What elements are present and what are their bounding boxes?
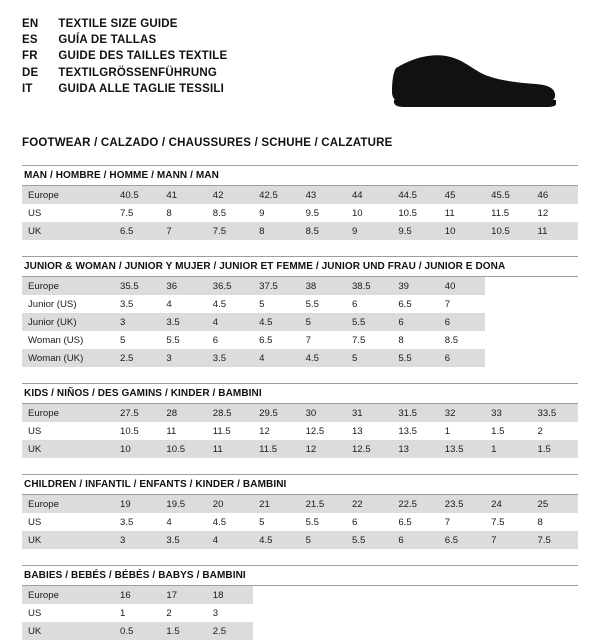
table-row [22, 422, 578, 440]
language-title: GUÍA DE TALLAS [58, 34, 157, 47]
size-cell: 7.5 [207, 222, 253, 240]
size-cell: 23.5 [439, 495, 485, 513]
size-cell: 4 [166, 298, 172, 310]
empty-cell [485, 295, 578, 313]
row-label: UK [22, 531, 114, 549]
size-cell: 11 [207, 440, 253, 458]
table-row [22, 186, 578, 204]
size-cell: 5.5 [166, 334, 180, 346]
size-cell: 44.5 [392, 186, 438, 204]
size-cell: 30 [300, 404, 346, 422]
table-row [22, 513, 578, 531]
size-cell: 8 [166, 207, 172, 219]
size-cell: 10 [351, 207, 363, 219]
row-label: Europe [22, 586, 114, 604]
size-cell: 9.5 [305, 207, 319, 219]
size-cell: 4.5 [300, 349, 346, 367]
table-row [22, 331, 578, 349]
size-cell: 6.5 [398, 516, 412, 528]
size-cell: 11 [532, 222, 578, 240]
size-cell: 31.5 [392, 404, 438, 422]
size-cell: 45.5 [485, 186, 531, 204]
row-label: UK [22, 222, 114, 240]
table-row [22, 586, 578, 604]
size-group [22, 383, 578, 458]
size-cell: 4.5 [253, 531, 299, 549]
size-cell: 5 [259, 298, 265, 310]
size-cell: 3.5 [160, 531, 206, 549]
size-cell: 7 [305, 334, 311, 346]
size-cell: 4.5 [212, 298, 227, 310]
row-label: Junior (UK) [22, 313, 114, 331]
size-cell: 1.5 [532, 440, 578, 458]
size-cell: 19.5 [160, 495, 206, 513]
size-cell: 33 [485, 404, 531, 422]
page-header [22, 16, 578, 123]
size-cell: 11.5 [212, 425, 231, 437]
language-title: GUIDA ALLE TAGLIE TESSILI [58, 82, 224, 95]
size-group [22, 474, 578, 549]
size-cell: 43 [300, 186, 346, 204]
size-cell: 3.5 [160, 313, 206, 331]
table-row [22, 531, 578, 549]
size-cell: 6 [351, 298, 358, 310]
row-label: Europe [22, 186, 114, 204]
size-group-heading: BABIES / BEBÉS / BÉBÉS / BABYS / BAMBINI [22, 565, 578, 586]
row-label: Woman (UK) [22, 349, 114, 367]
size-cell: 45 [439, 186, 485, 204]
size-cell: 17 [160, 586, 206, 604]
row-label: US [28, 207, 42, 219]
size-cell: 3.5 [120, 516, 134, 528]
size-cell: 4 [166, 516, 172, 528]
size-cell: 11.5 [253, 440, 299, 458]
size-cell: 46 [532, 186, 578, 204]
size-cell: 3 [114, 531, 160, 549]
size-table [22, 404, 578, 458]
size-group-heading: JUNIOR & WOMAN / JUNIOR Y MUJER / JUNIOR ET FEMME / JUNIOR UND FRAU / JUNIOR E DONA [22, 256, 578, 277]
size-cell: 6.5 [439, 531, 485, 549]
size-cell: 10.5 [398, 207, 418, 219]
empty-cell [253, 586, 578, 604]
row-label: Europe [22, 277, 114, 295]
size-cell: 5 [300, 313, 346, 331]
size-cell: 1.5 [160, 622, 206, 640]
section-title: FOOTWEAR / CALZADO / CHAUSSURES / SCHUHE / CALZATURE [22, 137, 393, 149]
size-cell: 2.5 [114, 349, 160, 367]
size-cell: 16 [114, 586, 160, 604]
size-cell: 1.5 [491, 425, 505, 437]
size-cell: 10 [114, 440, 160, 458]
size-group [22, 256, 578, 367]
size-cell: 3.5 [207, 349, 253, 367]
size-cell: 7 [160, 222, 206, 240]
size-cell: 41 [160, 186, 206, 204]
size-cell: 12.5 [346, 440, 392, 458]
size-cell: 3 [212, 607, 219, 619]
size-cell: 12 [537, 207, 549, 219]
size-cell: 8.5 [300, 222, 346, 240]
language-code: DE [22, 66, 39, 79]
row-label: Woman (US) [28, 334, 84, 346]
size-cell: 3 [160, 349, 206, 367]
size-cell: 6.5 [398, 298, 412, 310]
empty-cell [485, 349, 578, 367]
size-cell: 22 [346, 495, 392, 513]
table-row [22, 622, 578, 640]
language-code: EN [22, 18, 39, 30]
row-label: Europe [22, 495, 114, 513]
table-row [22, 604, 578, 622]
size-cell: 7 [485, 531, 531, 549]
size-group-heading: MAN / HOMBRE / HOMME / MANN / MAN [22, 165, 578, 186]
size-cell: 1 [120, 607, 126, 619]
size-group-heading: KIDS / NIÑOS / DES GAMINS / KINDER / BAMBINI [22, 383, 578, 404]
table-row [22, 295, 578, 313]
language-row [22, 65, 227, 81]
size-cell: 33.5 [532, 404, 578, 422]
language-row [22, 16, 227, 32]
size-cell: 11.5 [491, 207, 510, 219]
size-cell: 6.5 [259, 334, 273, 346]
size-cell: 0.5 [114, 622, 160, 640]
size-cell: 6 [351, 516, 358, 528]
size-cell: 7.5 [491, 516, 505, 528]
size-cell: 6 [439, 349, 485, 367]
size-cell: 4.5 [253, 313, 299, 331]
size-cell: 24 [485, 495, 531, 513]
size-cell: 12.5 [305, 425, 325, 437]
size-tables [22, 165, 578, 640]
size-cell: 18 [207, 586, 253, 604]
size-cell: 5 [259, 516, 265, 528]
size-cell: 25 [532, 495, 578, 513]
row-label: Junior (US) [28, 298, 77, 310]
size-cell: 11 [444, 207, 455, 219]
size-cell: 6 [439, 313, 485, 331]
size-cell: 7.5 [120, 207, 134, 219]
size-cell: 11 [166, 425, 177, 437]
size-group [22, 165, 578, 240]
size-cell: 42 [207, 186, 253, 204]
size-cell: 4.5 [212, 516, 227, 528]
dress-shoe-icon [380, 38, 560, 123]
size-cell: 7.5 [532, 531, 578, 549]
size-cell: 28.5 [207, 404, 253, 422]
empty-cell [485, 331, 578, 349]
size-cell: 7 [444, 298, 451, 310]
size-cell: 6.5 [114, 222, 160, 240]
empty-cell [485, 277, 578, 295]
size-cell: 12 [300, 440, 346, 458]
size-cell: 13.5 [439, 440, 485, 458]
size-cell: 4 [207, 313, 253, 331]
size-cell: 13.5 [398, 425, 418, 437]
size-cell: 40.5 [114, 186, 160, 204]
size-cell: 9.5 [392, 222, 438, 240]
row-label: Europe [22, 404, 114, 422]
size-cell: 9 [346, 222, 392, 240]
size-table [22, 495, 578, 549]
size-cell: 5 [120, 334, 126, 346]
size-cell: 22.5 [392, 495, 438, 513]
size-table [22, 186, 578, 240]
size-cell: 6 [212, 334, 219, 346]
size-cell: 31 [346, 404, 392, 422]
size-cell: 5.5 [346, 531, 392, 549]
size-cell: 10.5 [485, 222, 531, 240]
size-group [22, 565, 578, 640]
table-row [22, 404, 578, 422]
language-title-list [22, 16, 227, 97]
language-code: ES [22, 34, 38, 47]
size-cell: 38 [300, 277, 346, 295]
table-row [22, 313, 578, 331]
size-cell: 1 [444, 425, 451, 437]
size-cell: 19 [114, 495, 160, 513]
size-cell: 35.5 [114, 277, 160, 295]
language-title: GUIDE DES TAILLES TEXTILE [58, 50, 228, 63]
row-label: UK [22, 622, 114, 640]
size-cell: 6 [392, 313, 438, 331]
size-table [22, 586, 578, 640]
size-cell: 13 [392, 440, 438, 458]
language-title: TEXTILGRÖSSENFÜHRUNG [58, 66, 218, 79]
table-row [22, 495, 578, 513]
size-cell: 5.5 [392, 349, 438, 367]
size-cell: 37.5 [253, 277, 299, 295]
size-cell: 8 [537, 516, 543, 528]
size-cell: 1 [485, 440, 531, 458]
size-cell: 28 [160, 404, 206, 422]
size-cell: 5.5 [305, 516, 319, 528]
size-cell: 32 [439, 404, 485, 422]
language-row [22, 48, 227, 64]
size-cell: 5 [346, 349, 392, 367]
table-row [22, 349, 578, 367]
row-label: UK [22, 440, 114, 458]
size-cell: 2 [166, 607, 172, 619]
size-cell: 39 [392, 277, 438, 295]
size-cell: 42.5 [253, 186, 299, 204]
empty-cell [253, 604, 578, 622]
size-cell: 7 [444, 516, 451, 528]
size-cell: 2.5 [207, 622, 253, 640]
language-title: TEXTILE SIZE GUIDE [58, 18, 178, 30]
size-cell: 13 [351, 425, 363, 437]
size-cell: 12 [259, 425, 270, 437]
size-cell: 29.5 [253, 404, 299, 422]
size-table [22, 277, 578, 367]
language-row [22, 32, 227, 48]
size-cell: 7.5 [351, 334, 366, 346]
size-cell: 2 [537, 425, 543, 437]
size-cell: 8 [253, 222, 299, 240]
size-cell: 27.5 [114, 404, 160, 422]
size-cell: 6 [392, 531, 438, 549]
size-cell: 40 [439, 277, 485, 295]
size-cell: 8.5 [444, 334, 459, 346]
size-group-heading: CHILDREN / INFANTIL / ENFANTS / KINDER / BAMBINI [22, 474, 578, 495]
empty-cell [485, 313, 578, 331]
size-cell: 38.5 [346, 277, 392, 295]
size-cell: 36.5 [207, 277, 253, 295]
size-cell: 5.5 [346, 313, 392, 331]
size-cell: 5 [300, 531, 346, 549]
language-code: FR [22, 50, 38, 63]
language-code: IT [22, 82, 33, 95]
size-cell: 5.5 [305, 298, 319, 310]
size-cell: 8 [398, 334, 404, 346]
size-cell: 20 [207, 495, 253, 513]
size-cell: 3.5 [120, 298, 134, 310]
row-label: US [28, 607, 42, 619]
size-cell: 9 [259, 207, 265, 219]
size-cell: 44 [346, 186, 392, 204]
empty-cell [253, 622, 578, 640]
size-cell: 10.5 [120, 425, 139, 437]
size-cell: 21.5 [300, 495, 346, 513]
table-row [22, 440, 578, 458]
size-cell: 36 [160, 277, 206, 295]
table-row [22, 204, 578, 222]
language-row [22, 81, 227, 97]
size-cell: 21 [253, 495, 299, 513]
row-label: US [28, 516, 42, 528]
size-cell: 8.5 [212, 207, 227, 219]
table-row [22, 277, 578, 295]
size-cell: 4 [207, 531, 253, 549]
size-cell: 3 [114, 313, 160, 331]
size-cell: 4 [253, 349, 299, 367]
table-row [22, 222, 578, 240]
size-cell: 10 [439, 222, 485, 240]
row-label: US [28, 425, 42, 437]
size-cell: 10.5 [160, 440, 206, 458]
